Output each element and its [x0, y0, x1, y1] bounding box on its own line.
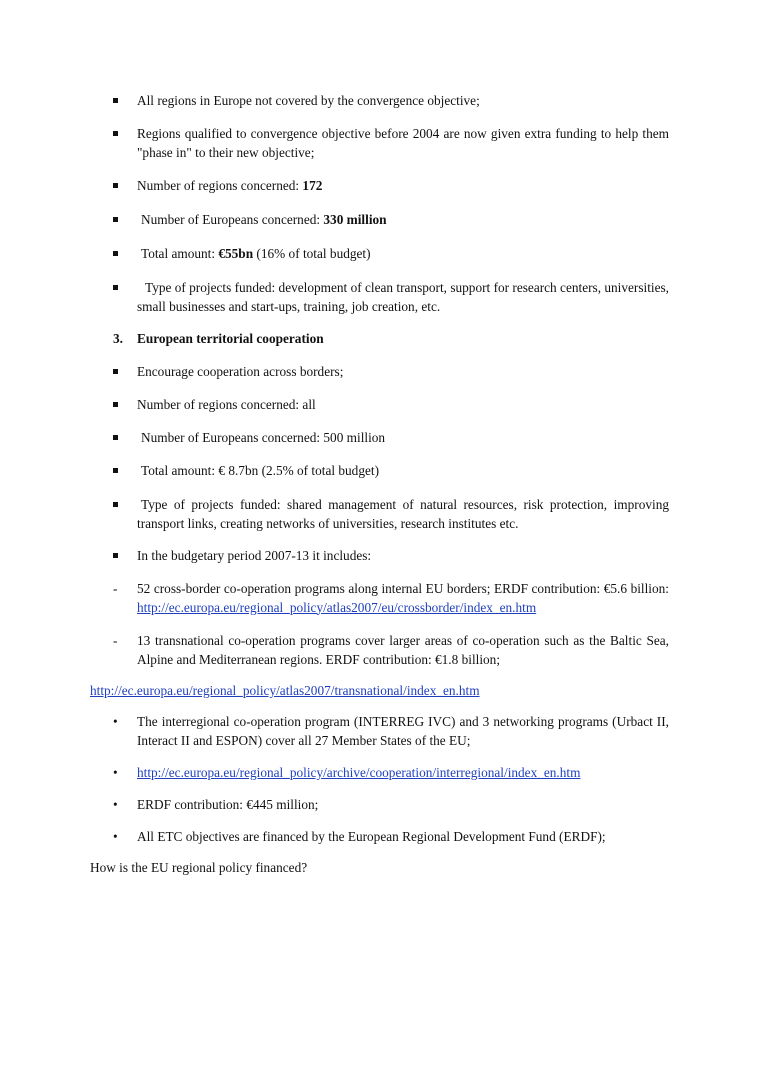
bullet-suffix: (16% of total budget)	[253, 246, 371, 261]
bullet-label: Total amount:	[141, 246, 219, 261]
bullet-item	[141, 245, 673, 264]
transnational-link-line	[90, 682, 480, 700]
bullet-value: 330 million	[323, 212, 387, 227]
bullet-item: Total amount: € 8.7bn (2.5% of total budget)	[141, 463, 379, 478]
bullet-item: All regions in Europe not covered by the convergence objective;	[137, 93, 480, 108]
interregional-link[interactable]: http://ec.europa.eu/regional_policy/archive/cooperation/interregional/index_en.htm	[137, 765, 581, 780]
bullet-dot-icon: •	[113, 829, 118, 844]
question-text: How is the EU regional policy financed?	[90, 860, 308, 875]
bullet-item	[141, 211, 673, 230]
bullet-item: In the budgetary period 2007-13 it includes:	[137, 548, 372, 563]
bullet-item: Encourage cooperation across borders;	[137, 364, 344, 379]
transnational-link[interactable]: http://ec.europa.eu/regional_policy/atlas2007/transnational/index_en.htm	[90, 683, 480, 698]
bullet-label: Number of Europeans concerned:	[141, 212, 324, 227]
bullet-item: All ETC objectives are financed by the European Regional Development Fund (ERDF);	[137, 829, 606, 844]
crossborder-link[interactable]: http://ec.europa.eu/regional_policy/atlas2007/eu/crossborder/index_en.htm	[137, 599, 537, 615]
bullet-dot-icon: •	[113, 765, 118, 780]
bullet-item: Type of projects funded: shared management of natural resources, risk protection, improving transport links, creating networks of universities, research institutes etc.	[137, 497, 669, 531]
bullet-dot-icon: •	[113, 797, 118, 812]
section-number	[113, 330, 123, 348]
dash-marker: -	[113, 581, 118, 596]
bullet-item: Regions qualified to convergence objective before 2004 are now given extra funding to help them "phase in" to their new objective;	[137, 126, 669, 160]
section-number-text: 3.	[113, 331, 123, 346]
section-title-text: European territorial cooperation	[137, 331, 324, 346]
dash-item	[137, 580, 669, 617]
bullet-item	[137, 177, 669, 196]
bullet-value: €55bn	[218, 246, 254, 261]
bullet-item: ERDF contribution: €445 million;	[137, 797, 319, 812]
bullet-item: Number of Europeans concerned: 500 million	[141, 430, 386, 445]
bullet-item: Type of projects funded: development of clean transport, support for research centers, universities, small businesses and start-ups, training, job creation, etc.	[137, 280, 669, 314]
bullet-item	[137, 764, 669, 783]
dash-marker: -	[113, 633, 118, 648]
bullet-dot-icon: •	[113, 714, 118, 729]
dash-item-text: 52 cross-border co-operation programs along internal EU borders; ERDF contribution: €5.6 billion:	[137, 581, 669, 596]
dash-item: 13 transnational co-operation programs cover larger areas of co-operation such as the Baltic Sea, Alpine and Mediterranean regions. ERDF contribution: €1.8 billion;	[137, 633, 669, 667]
bullet-item: Number of regions concerned: all	[137, 397, 316, 412]
bullet-item: The interregional co-operation program (INTERREG IVC) and 3 networking programs (Urbact II, Interact II and ESPON) cover all 27 Member States of the EU;	[137, 714, 669, 748]
bullet-label: Number of regions concerned:	[137, 178, 303, 193]
section-title	[137, 330, 324, 348]
bullet-value: 172	[302, 178, 323, 193]
